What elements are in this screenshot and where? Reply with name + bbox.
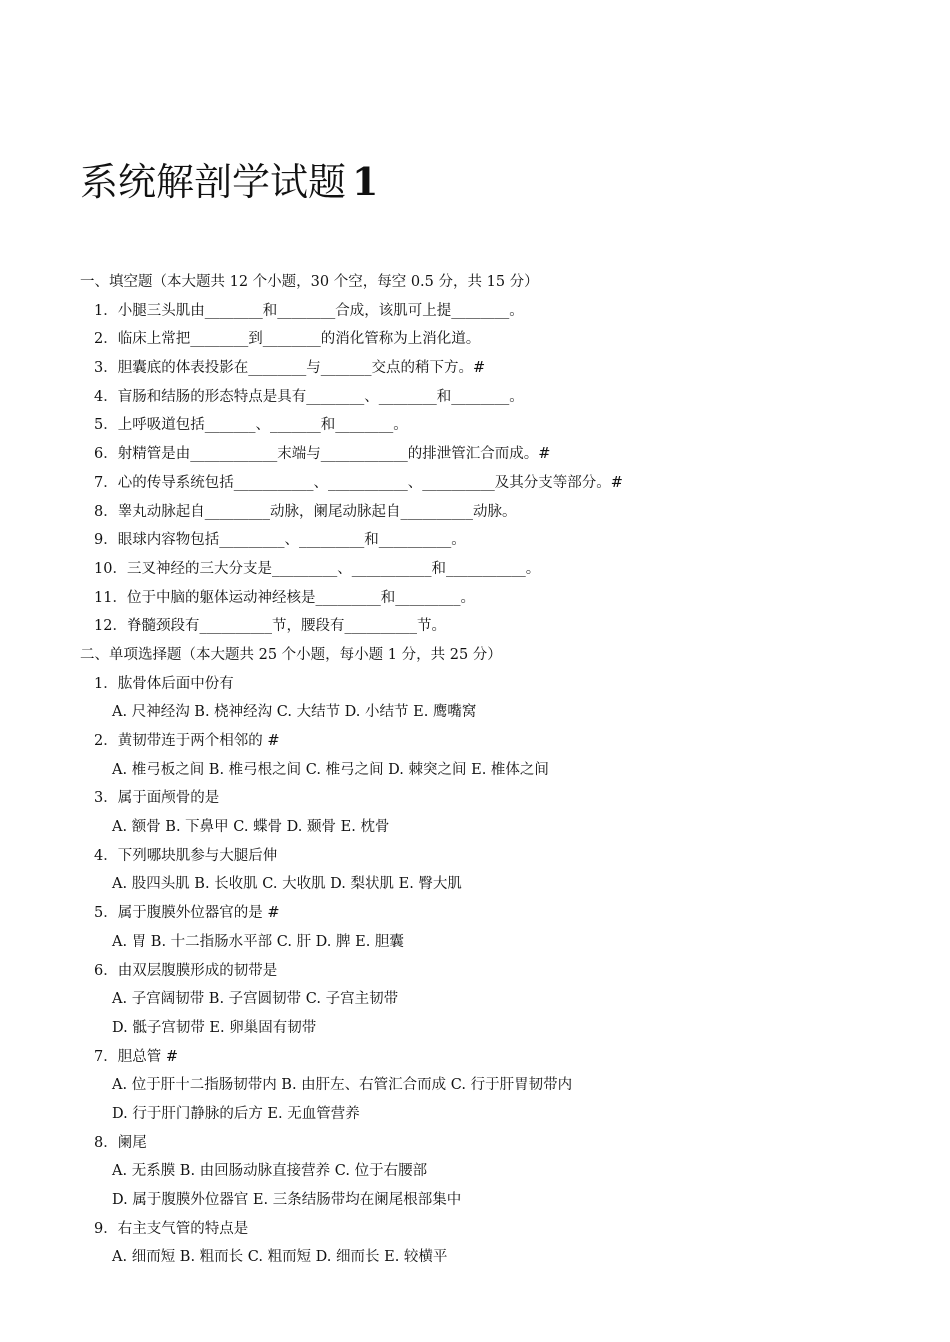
question-item: 8．睾丸动脉起自_________动脉，阑尾动脉起自__________动脉。 <box>94 503 517 520</box>
question-item: 11．位于中脑的躯体运动神经核是_________和_________。 <box>94 589 475 606</box>
question-options: A. 胃 B. 十二指肠水平部 C. 肝 D. 脾 E. 胆囊 <box>112 933 404 950</box>
page-title <box>80 158 378 206</box>
question-item: 4．下列哪块肌参与大腿后伸 <box>94 847 278 864</box>
question-item: 9．眼球内容物包括_________、_________和__________。 <box>94 532 466 549</box>
question-item: 3．胆囊底的体表投影在________与_______交点的稍下方。# <box>94 360 486 377</box>
question-options: A. 子宫阔韧带 B. 子宫圆韧带 C. 子宫主韧带 <box>112 991 399 1008</box>
question-item: 1．肱骨体后面中份有 <box>94 675 234 692</box>
question-item: 5．上呼吸道包括_______、_______和________。 <box>94 417 408 434</box>
question-options: D. 骶子宫韧带 E. 卵巢固有韧带 <box>112 1019 317 1036</box>
question-item: 7．心的传导系统包括___________、___________、__________及其分支等部分。# <box>94 474 623 491</box>
question-item: 2．黄韧带连于两个相邻的 # <box>94 733 280 749</box>
question-item: 10．三叉神经的三大分支是_________、___________和___________。 <box>94 560 541 577</box>
title-number: 1 <box>352 159 379 204</box>
question-item: 2．临床上常把________到________的消化管称为上消化道。 <box>94 331 481 348</box>
title-text: 系统解剖学试题 <box>80 160 347 204</box>
question-item: 8．阑尾 <box>94 1134 147 1151</box>
question-item: 1．小腿三头肌由________和________合成，该肌可上提________。 <box>94 302 524 319</box>
question-item: 5．属于腹膜外位器官的是 # <box>94 905 280 922</box>
question-item: 3．属于面颅骨的是 <box>94 790 220 807</box>
question-options: A. 尺神经沟 B. 桡神经沟 C. 大结节 D. 小结节 E. 鹰嘴窝 <box>112 704 477 721</box>
question-options: A. 无系膜 B. 由回肠动脉直接营养 C. 位于右腰部 <box>112 1163 428 1180</box>
question-options: A. 股四头肌 B. 长收肌 C. 大收肌 D. 梨状肌 E. 臀大肌 <box>112 876 462 893</box>
section-heading: 一、填空题（本大题共 12 个小题，30 个空，每空 0.5 分，共 15 分） <box>80 274 539 290</box>
question-options: A. 位于肝十二指肠韧带内 B. 由肝左、右管汇合而成 C. 行于肝胃韧带内 <box>112 1077 573 1094</box>
question-options: A. 细而短 B. 粗而长 C. 粗而短 D. 细而长 E. 较横平 <box>112 1249 448 1266</box>
question-options: A. 额骨 B. 下鼻甲 C. 蝶骨 D. 颞骨 E. 枕骨 <box>112 819 390 836</box>
question-options: D. 行于肝门静脉的后方 E. 无血管营养 <box>112 1105 360 1122</box>
question-item: 6．由双层腹膜形成的韧带是 <box>94 962 278 979</box>
question-options: A. 椎弓板之间 B. 椎弓根之间 C. 椎弓之间 D. 棘突之间 E. 椎体之间 <box>112 761 549 778</box>
question-options: D. 属于腹膜外位器官 E. 三条结肠带均在阑尾根部集中 <box>112 1192 462 1208</box>
question-item: 4．盲肠和结肠的形态特点是具有________、________和________。 <box>94 388 524 405</box>
question-item: 9．右主支气管的特点是 <box>94 1220 249 1237</box>
exam-content <box>80 268 920 1272</box>
question-item: 6．射精管是由____________末端与____________的排泄管汇合而成。# <box>94 446 551 463</box>
question-item: 12．脊髓颈段有__________节，腰段有__________节。 <box>94 618 446 635</box>
section-heading: 二、单项选择题（本大题共 25 个小题，每小题 1 分，共 25 分） <box>80 646 502 663</box>
question-item: 7．胆总管 # <box>94 1048 178 1065</box>
